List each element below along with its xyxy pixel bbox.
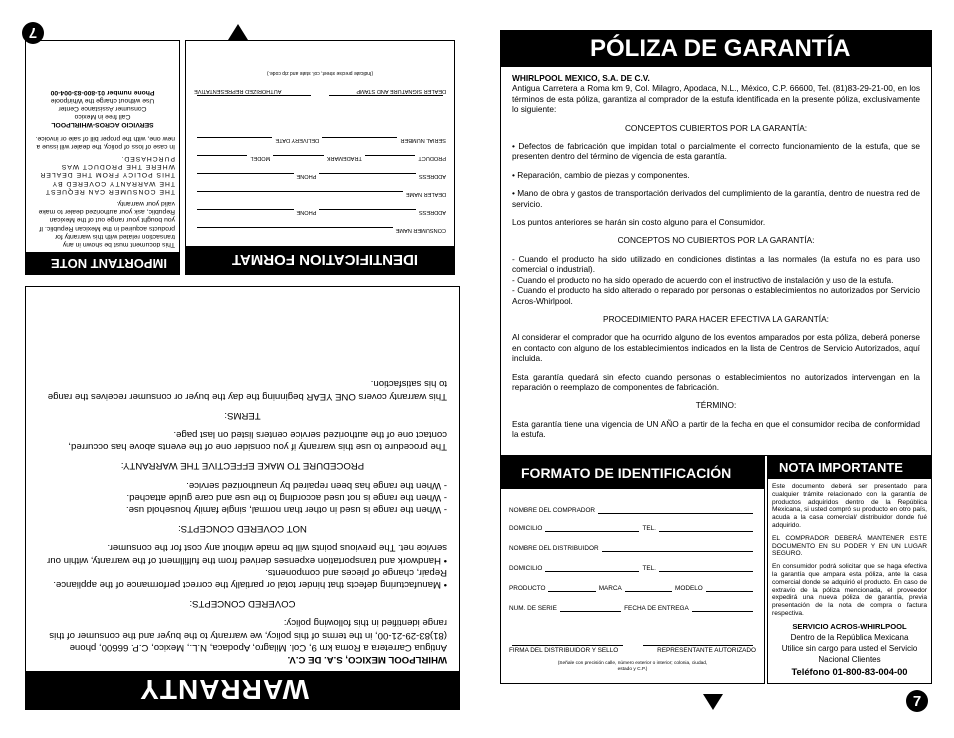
warranty-body <box>38 377 447 665</box>
service-title: SERVICIO ACROS-WHIRLPOOL <box>51 121 154 129</box>
poliza-address: Antigua Carretera a Roma km 9, Col. Milagro, Apodaca, N.L., México, C.P. 66600, Tel. (81)83-29-21-00, en los términos de esta póliza, garantiza al comprador de la estufa identificada en la presente póliza, exclusivamente lo siguiente: <box>512 83 920 115</box>
warranty-company: WHIRLPOOL MEXICO, S.A. DE C.V. <box>287 654 447 665</box>
serial-label-es: NUM. DE SERIE <box>509 605 557 612</box>
service-line-3: Use without charge the Whirlpoole <box>50 96 155 104</box>
arrow-down-icon <box>703 694 723 710</box>
terms-heading: TERMS: <box>224 409 261 421</box>
representative-label-es: REPRESENTANTE AUTORIZADO <box>657 647 756 654</box>
nota-text-3: En consumidor podrá solicitar que se haga efectiva la garantía que ampara esta póliza, ante la casa comercial donde se adquirió el producto. En caso de extravío de la póliza mencionada, el proveedor expedirá una nueva póliza de garantía, previa presentación de la nota de compra o factura respectiva. <box>772 563 927 617</box>
dealer-signature-label: DEALER SIGNATURE AND STAMP <box>356 88 446 94</box>
distributor-tel-label: TEL. <box>642 565 656 572</box>
phone-field[interactable] <box>197 209 294 218</box>
nota-importante-title: NOTA IMPORTANTE <box>768 457 931 479</box>
procedure-heading: PROCEDURE TO MAKE EFFECTIVE THE WARRANTY: <box>120 460 365 472</box>
distributor-signature-label: FIRMA DEL DISTRIBUIDOR Y SELLO <box>509 647 619 654</box>
term-heading-es: TÉRMINO: <box>695 400 737 411</box>
not-covered-item: - When the range is not used according to the use and care guide attached. <box>126 491 447 503</box>
covered-item: • Manufacturing defects that hinder total or partially the correct performance of the appliance. <box>53 578 447 590</box>
model-label: MODEL <box>250 155 271 161</box>
consumer-name-field[interactable] <box>197 227 393 236</box>
telefono: Teléfono 01-800-83-004-00 <box>791 665 908 677</box>
address-field-es[interactable] <box>545 523 639 532</box>
procedure-text: The procedure to use this warranty if you consider one of the events above has occurred, contact one of the authorized service centers listed on last page. <box>68 428 447 453</box>
address-note: (Indicate precise street, col. state and zip code.) <box>266 70 374 76</box>
consumer-name-label: CONSUMER NAME <box>395 227 446 233</box>
covered-heading: COVERED CONCEPTS: <box>189 598 296 610</box>
servicio-line-2: Utilice sin cargo para usted el Servicio <box>781 643 918 653</box>
not-covered-item-es: - Cuando el producto ha sido utilizado en condiciones distintas a las normales (la estufa no es para uso comercial o industrial). <box>512 253 920 275</box>
serial-field-es[interactable] <box>560 603 621 612</box>
term-text-es: Esta garantía tiene una vigencia de UN AÑO a partir de la fecha en que el consumidor reciba de conformidad la estufa. <box>512 418 920 440</box>
formato-identificacion-panel <box>500 456 765 684</box>
distributor-address-label: DOMICILIO <box>509 565 543 572</box>
poliza-panel <box>500 66 932 456</box>
model-field[interactable] <box>197 155 247 164</box>
address-note-es: (Señale con precisión calle, número exterior o interior; colonia, ciudad, estado y C.P.) <box>557 661 708 672</box>
phone-number: Phone number 01-800-83-004-00 <box>50 88 155 96</box>
trademark-field[interactable] <box>273 155 323 164</box>
right-page-number: 7 <box>906 690 928 712</box>
product-field[interactable] <box>365 155 415 164</box>
covered-item-es: • Reparación, cambio de piezas y componentes. <box>512 169 690 180</box>
distributor-address-field[interactable] <box>545 563 639 572</box>
poliza-title: PÓLIZA DE GARANTÍA <box>500 30 932 66</box>
product-label-es: PRODUCTO <box>509 585 546 592</box>
not-covered-item: - When the range is used in other than normal, single family household use. <box>125 503 447 515</box>
covered-item: Repair, change of pieces and components. <box>265 566 447 578</box>
warranty-address: Antigua Carretera a Roma km 9, Col. Milagro, Apodaca, N.L., Mexico, C.P. 66600, phone (81)83-29-21-00, in the terms of this policy, we warranty to the buyer and the consumer of this range identified in this following policy: <box>49 617 447 653</box>
nota-text-1: Este documento deberá ser presentado para cualquier trámite relacionado con la garantía de productos adquiridos dentro de la República Mexicana, si usted compró su producto en otro país, acuda a la casa comercial/ distribuidor donde fué adquirido. <box>772 483 927 529</box>
important-note-text-2: THE CONSUMER CAN REQUEST THE WARRANTY COVERED BY THIS POLICY FROM THE DEALER WHERE THE PRODUCT WAS PURCHASED. <box>39 154 175 195</box>
important-note-text-3: In case of loss of policy, the dealer will issue a new one, with the proper bill of sale or invoice. <box>35 134 175 150</box>
procedure-heading-es: PROCEDIMIENTO PARA HACER EFECTIVA LA GARANTÍA: <box>603 313 829 324</box>
dealer-signature-line[interactable] <box>329 95 443 104</box>
dealer-phone-field[interactable] <box>197 173 294 182</box>
buyer-label: NOMBRE DEL COMPRADOR <box>509 507 596 514</box>
covered-item-es: • Mano de obra y gastos de transportación derivados del cumplimiento de la garantía, dentro de nuestra red de servicio. <box>512 188 920 209</box>
product-field-es[interactable] <box>548 583 595 592</box>
formato-identificacion-title: FORMATO DE IDENTIFICACIÓN <box>501 457 764 489</box>
product-label: PRODUCT <box>418 155 446 161</box>
important-note-title: IMPORTANT NOTE <box>26 252 179 274</box>
not-covered-item: - When the range has been repaired by unauthorized service. <box>186 479 447 491</box>
covered-item-es: • Defectos de fabricación que impidan total o parcialmente el correcto funcionamiento de la estufa, que se presenten dentro del término de vigencia de esta garantía. <box>512 141 920 162</box>
covered-note-es: Los puntos anteriores se harán sin costo alguno para el Consumidor. <box>512 217 766 228</box>
service-line-1: Call free in Mexico <box>74 113 131 121</box>
delivery-date-field-es[interactable] <box>692 603 753 612</box>
representative-label: AUTHORIZED REPRESENTATIVE <box>194 88 282 94</box>
procedure-text-1-es: Al considerar el comprador que ha ocurrido alguno de los eventos amparados por esta póliza, deberá ponerse en contacto con alguno de los establecimientos indicados en la lista de Centros de Servicio Autorizados, aquí incluida. <box>512 332 920 364</box>
brand-label: MARCA <box>598 585 622 592</box>
warranty-title: WARRANTY <box>26 671 459 709</box>
distributor-signature-line[interactable] <box>512 637 623 646</box>
dealer-phone-label: PHONE <box>296 173 317 179</box>
buyer-field[interactable] <box>598 505 753 514</box>
important-note-text-1: This document must be shown in any transaction related with this warranty for products acquired in the Mexican Republic. If you bought your range out of the Mexican Republic, ask your authorized dealer to make valid your warranty. <box>38 199 175 248</box>
identification-format-title: IDENTIFICATION FORMAT <box>186 246 454 274</box>
arrow-icon <box>228 24 248 40</box>
dealer-address-label: ADDRESS <box>418 173 446 179</box>
servicio-line-3: Nacional Clientes <box>818 654 881 664</box>
service-line-2: Consumer Assistance Center <box>58 104 147 112</box>
warranty-panel <box>25 286 460 710</box>
delivery-date-label-es: FECHA DE ENTREGA <box>624 605 689 612</box>
servicio-line-1: Dentro de la República Mexicana <box>790 632 909 642</box>
serial-label: SERIAL NUMBER <box>400 137 446 143</box>
serial-field[interactable] <box>322 137 397 146</box>
model-field-es[interactable] <box>706 583 753 592</box>
covered-heading-es: CONCEPTOS CUBIERTOS POR LA GARANTÍA: <box>624 122 808 133</box>
tel-field[interactable] <box>659 523 753 532</box>
distributor-label: NOMBRE DEL DISTRIBUIDOR <box>509 545 599 552</box>
trademark-label: TRADEMARK <box>326 155 362 161</box>
important-note-panel <box>25 40 180 275</box>
poliza-company: WHIRLPOOL MEXICO, S.A. DE C.V. <box>512 73 650 83</box>
distributor-tel-field[interactable] <box>659 563 753 572</box>
nota-text-2: EL COMPRADOR DEBERÁ MANTENER ESTE DOCUMENTO EN SU PODER Y EN UN LUGAR SEGURO. <box>772 534 927 558</box>
servicio-title: SERVICIO ACROS-WHIRLPOOL <box>792 621 907 631</box>
nota-importante-panel <box>767 456 932 684</box>
covered-item: • Handwork and transportation expenses derived from the fulfillment of the warranty, within our service net. The previous points will be made without any cost for the consumer. <box>47 542 447 566</box>
not-covered-item-es: - Cuando el producto no ha sido operado de acuerdo con el instructivo de instalación y uso de la estufa. <box>512 274 894 285</box>
representative-signature-line[interactable] <box>197 95 311 104</box>
dealer-name-field[interactable] <box>197 191 403 200</box>
distributor-field[interactable] <box>602 543 753 552</box>
address-label-es: DOMICILIO <box>509 525 543 532</box>
dealer-name-label: DEALER NAME <box>405 191 446 197</box>
delivery-date-field[interactable] <box>197 137 272 146</box>
model-label-es: MODELO <box>675 585 703 592</box>
left-page-number: 7 <box>22 22 44 44</box>
address-label: ADDRESS <box>418 209 446 215</box>
delivery-date-label: DELIVERY DATE <box>275 137 320 143</box>
procedure-text-2-es: Esta garantía quedará sin efecto cuando personas o establecimientos no autorizados intervengan en la reparación o reemplazo de componentes de fabricación. <box>512 371 920 392</box>
not-covered-heading-es: CONCEPTOS NO CUBIERTOS POR LA GARANTÍA: <box>617 235 815 246</box>
phone-label: PHONE <box>296 209 317 215</box>
not-covered-heading: NOT COVERED CONCEPTS: <box>178 523 307 535</box>
dealer-address-field[interactable] <box>319 173 416 182</box>
representative-signature-line-es[interactable] <box>643 637 754 646</box>
identification-format-panel <box>185 40 455 275</box>
terms-text: This warranty covers ONE YEAR beginning the day the buyer or consumer receives the range to his satisfaction. <box>47 378 447 402</box>
address-field[interactable] <box>319 209 416 218</box>
brand-field[interactable] <box>625 583 672 592</box>
not-covered-item-es: - Cuando el producto ha sido alterado o reparado por personas o establecimientos no autorizados por Servicio Acros-Whirlpool. <box>512 285 920 306</box>
tel-label: TEL. <box>642 525 656 532</box>
